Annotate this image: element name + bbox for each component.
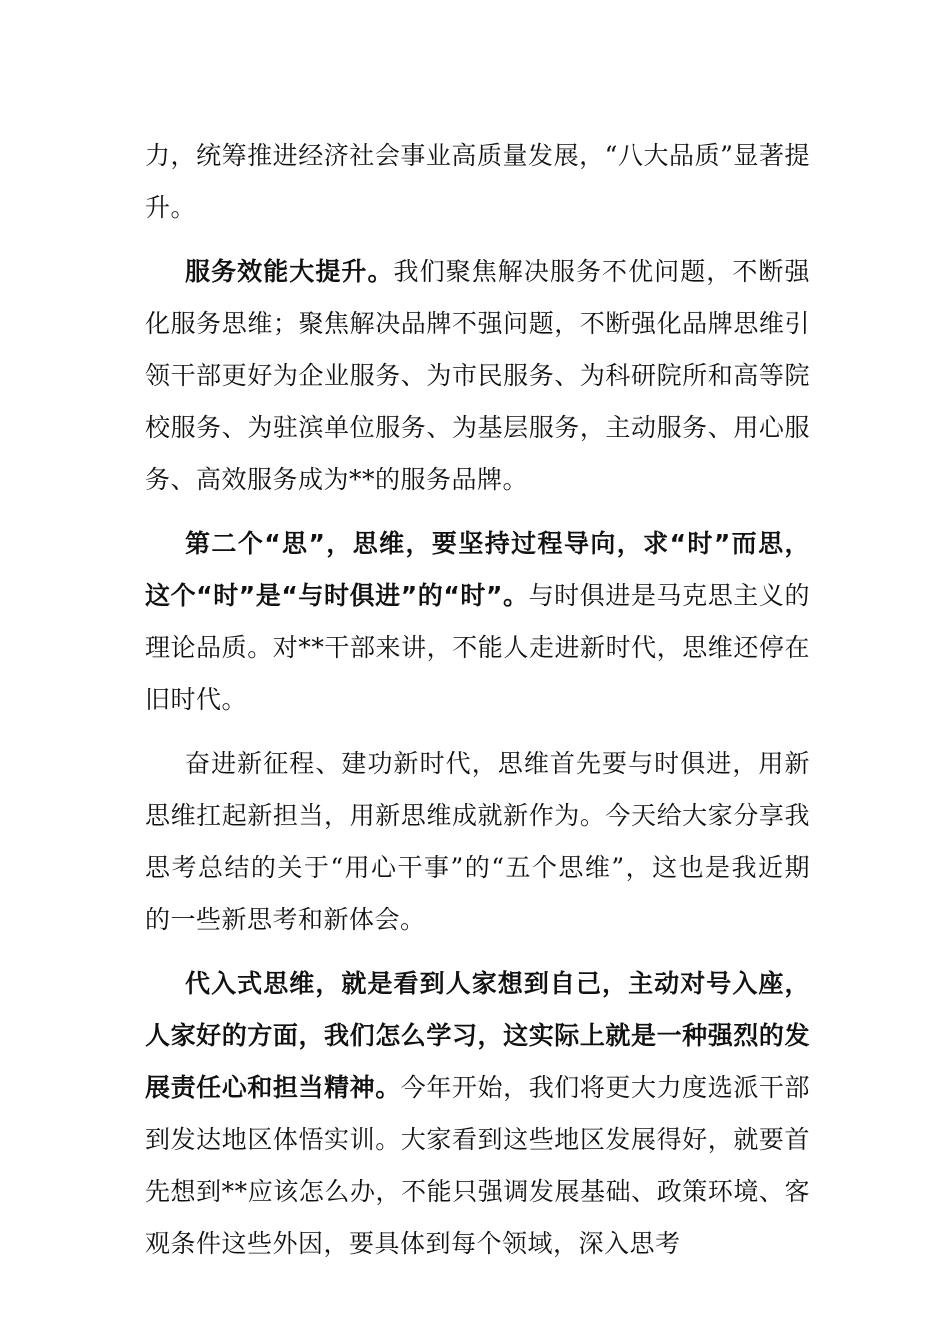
paragraph-new-era <box>145 738 810 946</box>
paragraph-second-thinking <box>145 518 810 726</box>
paragraph-lead: 代入式思维，就是看到人家想到自己，主动对号入座，人家好的方面，我们怎么学习，这实际上就是一种强烈的发展责任心和担当精神。 <box>145 969 810 1102</box>
paragraph-lead: 服务效能大提升。 <box>185 257 394 286</box>
paragraph-service-efficiency <box>145 246 810 506</box>
paragraph-text: 奋进新征程、建功新时代，思维首先要与时俱进，用新思维扛起新担当，用新思维成就新作为。今天给大家分享我思考总结的关于“用心干事”的“五个思维”，这也是我近期的一些新思考和新体会。 <box>145 749 810 934</box>
paragraph-text: 与时俱进是马克思主义的理论品质。对**干部来讲，不能人走进新时代，思维还停在旧时代。 <box>145 581 810 714</box>
paragraph-substitution-thinking <box>145 958 810 1270</box>
paragraph-lead: 第二个“思”，思维，要坚持过程导向，求“时”而思，这个“时”是“与时俱进”的“时”。 <box>145 529 810 610</box>
paragraph-text: 今年开始，我们将更大力度选派干部到发达地区体悟实训。大家看到这些地区发展得好，就要首先想到**应该怎么办，不能只强调发展基础、政策环境、客观条件这些外因，要具体到每个领域，深入思考 <box>145 1073 810 1258</box>
paragraph-text: 力，统筹推进经济社会事业高质量发展，“八大品质”显著提升。 <box>145 141 810 222</box>
paragraph-continuation <box>145 130 810 234</box>
paragraph-text: 我们聚焦解决服务不优问题，不断强化服务思维；聚焦解决品牌不强问题，不断强化品牌思维引领干部更好为企业服务、为市民服务、为科研院所和高等院校服务、为驻滨单位服务、为基层服务，主动服务、用心服务、高效服务成为**的服务品牌。 <box>145 257 810 494</box>
document-body <box>145 130 810 1270</box>
